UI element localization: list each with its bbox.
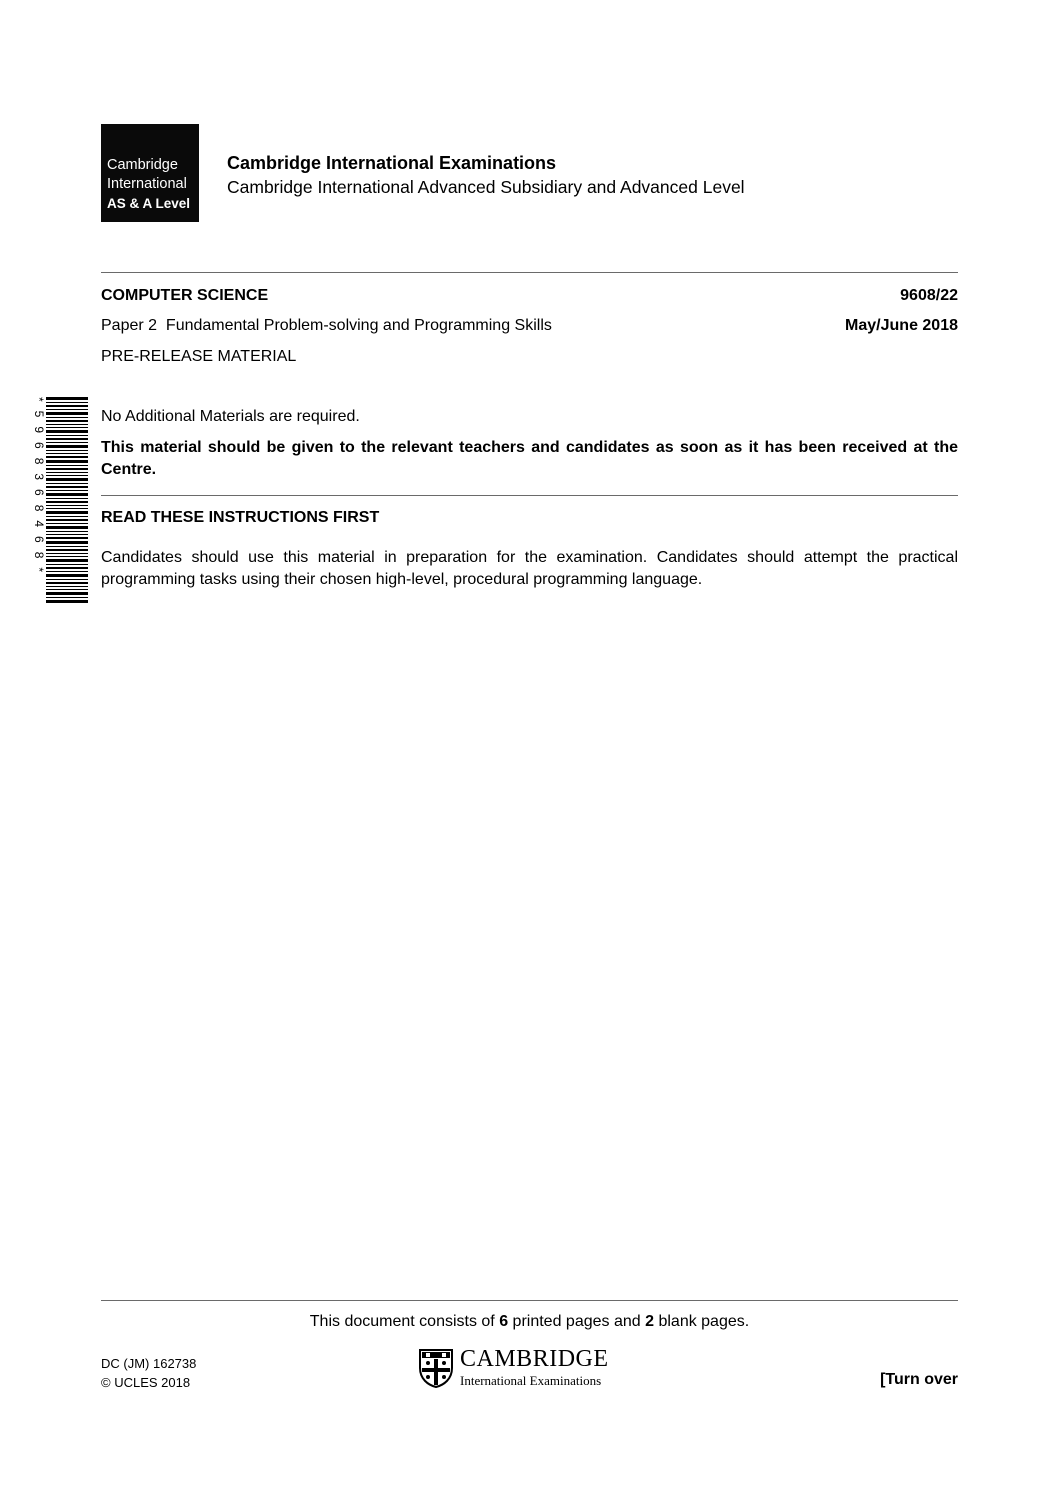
candidate-barcode xyxy=(34,397,88,603)
materials-note: No Additional Materials are required. xyxy=(101,408,360,425)
ref-code: DC (JM) 162738 xyxy=(101,1356,197,1371)
paper-title: Paper 2 Fundamental Problem-solving and Programming Skills xyxy=(101,317,552,334)
brand-sub: International Examinations xyxy=(460,1373,602,1388)
logo-line-2: International xyxy=(107,176,187,192)
cambridge-as-a-level-logo xyxy=(101,124,199,222)
logo-line-1: Cambridge xyxy=(107,157,178,173)
subject-title: COMPUTER SCIENCE xyxy=(101,287,269,304)
barcode-digits xyxy=(34,397,46,603)
cambridge-examinations-logo xyxy=(418,1346,628,1390)
org-subtitle: Cambridge International Advanced Subsidiary and Advanced Level xyxy=(227,177,745,197)
university-shield-icon xyxy=(418,1348,454,1388)
blank-pages-count: 2 xyxy=(645,1313,655,1330)
printed-pages-count: 6 xyxy=(499,1313,509,1330)
copyright-text: © UCLES 2018 xyxy=(101,1375,191,1390)
barcode-digits-text: *5968368468* xyxy=(32,397,46,582)
document-reference xyxy=(101,1354,196,1392)
footer-divider xyxy=(101,1300,958,1301)
turn-over-label: [Turn over xyxy=(880,1371,958,1388)
org-title: Cambridge International Examinations xyxy=(227,153,557,173)
page-count-mid: printed pages and xyxy=(508,1313,646,1330)
logo-line-3: AS & A Level xyxy=(107,196,191,211)
brand-main: CAMBRIDGE xyxy=(460,1346,609,1372)
instructions-body: Candidates should use this material in preparation for the examination. Candidates should attempt the practical programming tasks using their chosen high-level, procedural programming language. xyxy=(101,549,958,588)
page-count-note xyxy=(101,1313,958,1331)
distribution-notice: This material should be given to the relevant teachers and candidates as soon as it has been received at the Centre. xyxy=(101,439,958,478)
exam-session: May/June 2018 xyxy=(845,317,958,334)
instructions-heading: READ THESE INSTRUCTIONS FIRST xyxy=(101,509,380,526)
page-count-pre: This document consists of xyxy=(309,1313,500,1330)
instructions-divider xyxy=(101,495,958,496)
page-count-post: blank pages. xyxy=(654,1313,750,1330)
header-divider xyxy=(101,272,958,273)
paper-code: 9608/22 xyxy=(900,287,958,304)
barcode-bars-icon xyxy=(46,397,88,603)
material-type: PRE-RELEASE MATERIAL xyxy=(101,348,297,365)
